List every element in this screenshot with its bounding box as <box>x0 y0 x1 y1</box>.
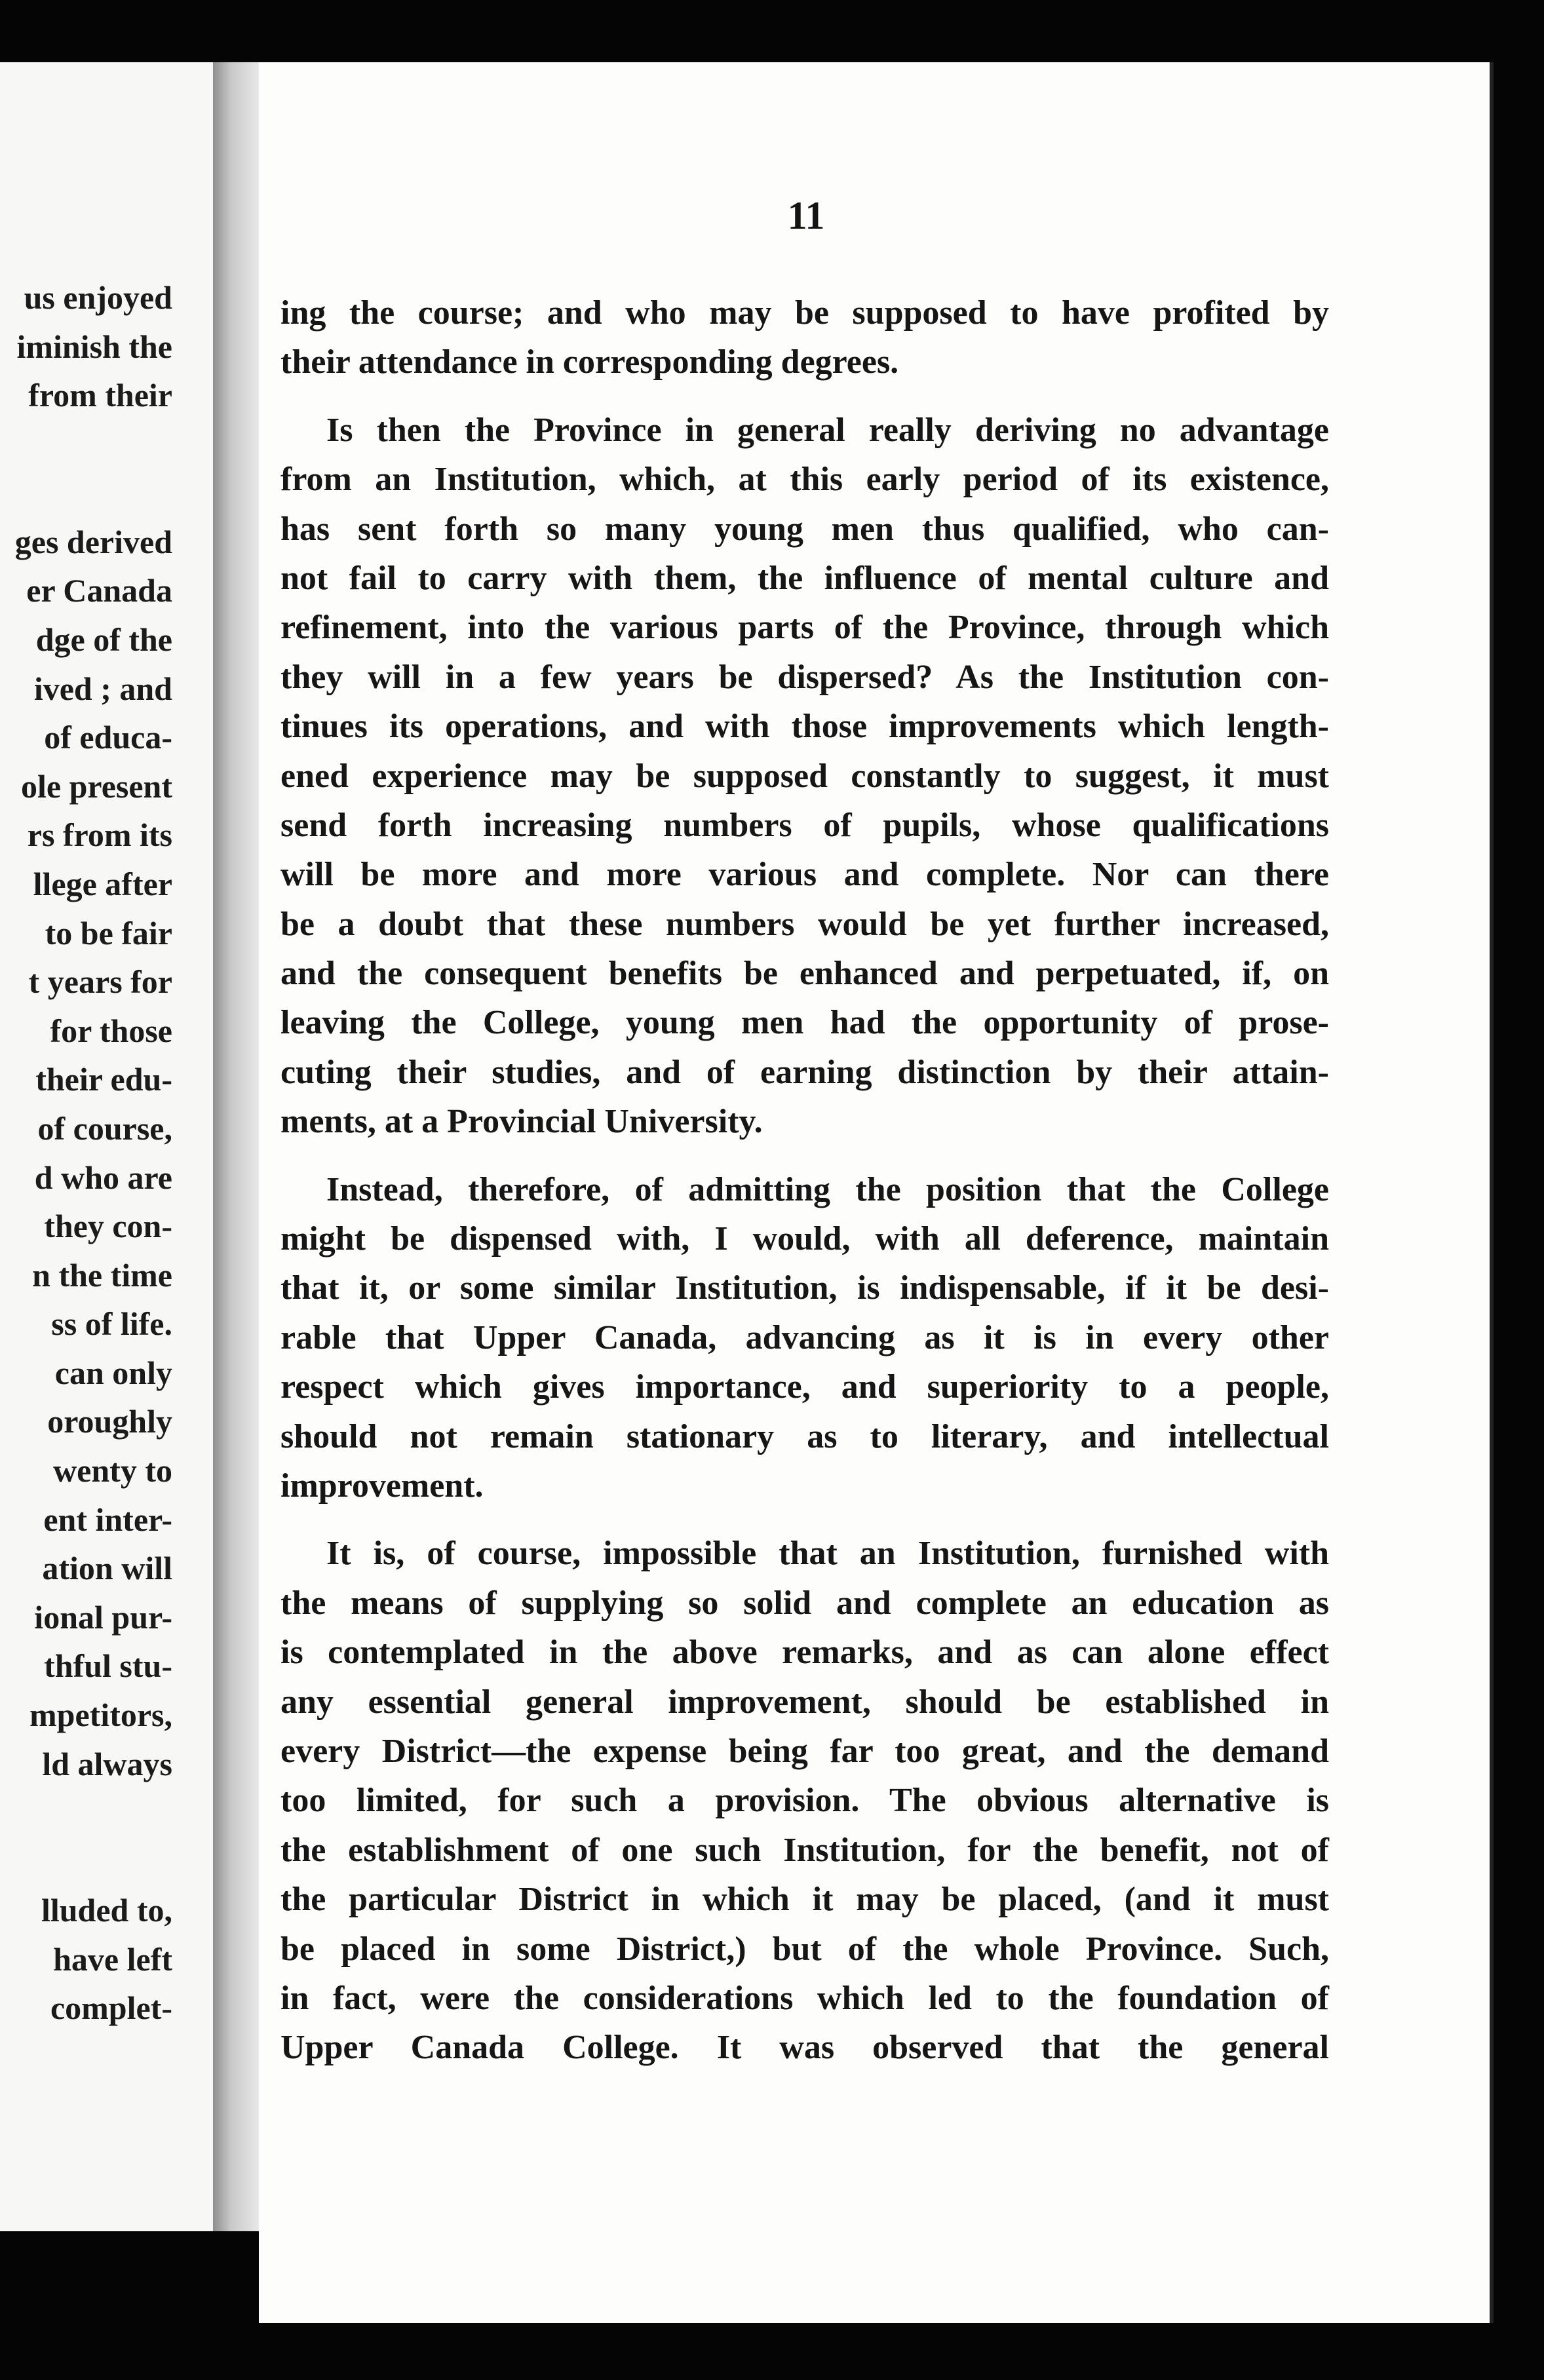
left-page-line: lluded to, <box>41 1892 172 1929</box>
left-page-line: t years for <box>28 963 172 1001</box>
text-line: send forth increasing numbers of pupils, whose qualifications <box>280 806 1329 844</box>
paragraph <box>280 1529 1329 2072</box>
left-page-line: their edu- <box>35 1061 172 1098</box>
text-line: tinues its operations, and with those improvements which length- <box>280 708 1329 746</box>
text-line: cuting their studies, and of earning distinction by their attain- <box>280 1053 1329 1091</box>
text-line: ments, at a Provincial University. <box>280 1103 763 1141</box>
text-line: leaving the College, young men had the opportunity of prose- <box>280 1004 1329 1042</box>
left-page-line: dge of the <box>35 621 172 658</box>
body-text <box>280 288 1329 2091</box>
left-page-line: of educa- <box>44 719 172 756</box>
text-line: Is then the Province in general really deriving no advantage <box>326 411 1329 449</box>
left-page-line: complet- <box>50 1989 172 2027</box>
text-line: from an Institution, which, at this early period of its existence, <box>280 461 1329 499</box>
text-line: the particular District in which it may be placed, (and it must <box>280 1881 1329 1919</box>
text-line: should not remain stationary as to literary, and intellectual <box>280 1417 1329 1455</box>
left-page-line: ole present <box>21 767 172 805</box>
left-page-line: of course, <box>37 1109 172 1147</box>
text-line: that it, or some similar Institution, is indispensable, if it be desi- <box>280 1269 1329 1307</box>
text-line: the establishment of one such Institution, for the benefit, not of <box>280 1831 1329 1869</box>
text-line: is contemplated in the above remarks, and as can alone effect <box>280 1634 1329 1672</box>
left-page-line <box>15 1788 172 1886</box>
text-line: ing the course; and who may be supposed to have profited by <box>280 294 1329 332</box>
left-page-line: ges derived <box>14 523 172 560</box>
book-gutter <box>213 62 265 2231</box>
left-page-fragment <box>0 62 213 2231</box>
paragraph <box>280 406 1329 1147</box>
left-page-line: n the time <box>32 1256 172 1294</box>
left-page-line: to be fair <box>45 914 172 951</box>
left-page-line: thful stu- <box>44 1647 172 1685</box>
text-line: and the consequent benefits be enhanced and perpetuated, if, on <box>280 955 1329 993</box>
left-page-text <box>15 273 172 2033</box>
text-line: rable that Upper Canada, advancing as it is in every other <box>280 1318 1329 1356</box>
text-line: in fact, were the considerations which led to the foundation of <box>280 1979 1329 2017</box>
left-page-line: d who are <box>34 1159 172 1196</box>
left-page-line: llege after <box>33 865 172 902</box>
text-line: too limited, for such a provision. The obvious alternative is <box>280 1782 1329 1820</box>
left-page-line: wenty to <box>53 1452 172 1489</box>
left-page-line <box>15 420 172 518</box>
left-page-line: can only <box>54 1354 172 1391</box>
text-line: ened experience may be supposed constantly to suggest, it must <box>280 757 1329 795</box>
text-line: Upper Canada College. It was observed that the general <box>280 2029 1329 2067</box>
left-page-line: iminish the <box>16 328 172 365</box>
text-line: the means of supplying so solid and complete an education as <box>280 1584 1329 1622</box>
left-page-line: have left <box>53 1940 172 1978</box>
text-line: improvement. <box>280 1467 484 1505</box>
text-line: will be more and more various and complete. Nor can there <box>280 856 1329 894</box>
left-page-line: ation will <box>42 1550 172 1587</box>
left-page-line: er Canada <box>26 572 172 609</box>
left-page-line: rs from its <box>27 816 172 854</box>
text-line: every District—the expense being far too great, and the demand <box>280 1732 1329 1770</box>
text-line: be a doubt that these numbers would be yet further increased, <box>280 905 1329 943</box>
text-line: has sent forth so many young men thus qualified, who can- <box>280 510 1329 548</box>
text-line: respect which gives importance, and superiority to a people, <box>280 1368 1329 1406</box>
text-line: their attendance in corresponding degrees. <box>280 343 899 381</box>
left-page-line: ld always <box>42 1745 172 1782</box>
left-page-line: for those <box>50 1012 172 1049</box>
text-line: be placed in some District,) but of the whole Province. Such, <box>280 1930 1329 1968</box>
paragraph <box>280 288 1329 387</box>
left-page-line: ional pur- <box>34 1598 172 1636</box>
text-line: refinement, into the various parts of the Province, through which <box>280 609 1329 647</box>
left-page-line: they con- <box>44 1208 172 1245</box>
left-page-line: us enjoyed <box>24 279 172 316</box>
left-page-line: oroughly <box>47 1403 172 1440</box>
text-line: they will in a few years be dispersed? As the Institution con- <box>280 658 1329 696</box>
left-page-line: ss of life. <box>51 1305 172 1343</box>
paragraph <box>280 1165 1329 1511</box>
text-line: Instead, therefore, of admitting the position that the College <box>326 1170 1329 1208</box>
left-page-line: mpetitors, <box>29 1697 172 1734</box>
text-line: not fail to carry with them, the influence of mental culture and <box>280 559 1329 597</box>
text-line: any essential general improvement, should be established in <box>280 1683 1329 1721</box>
text-line: might be dispensed with, I would, with all deference, maintain <box>280 1220 1329 1258</box>
left-page-line: from their <box>28 377 172 414</box>
text-line: It is, of course, impossible that an Institution, furnished with <box>326 1535 1329 1573</box>
page-number: 11 <box>787 194 825 237</box>
left-page-line: ived ; and <box>33 670 172 707</box>
left-page-line: ent inter- <box>43 1501 172 1538</box>
